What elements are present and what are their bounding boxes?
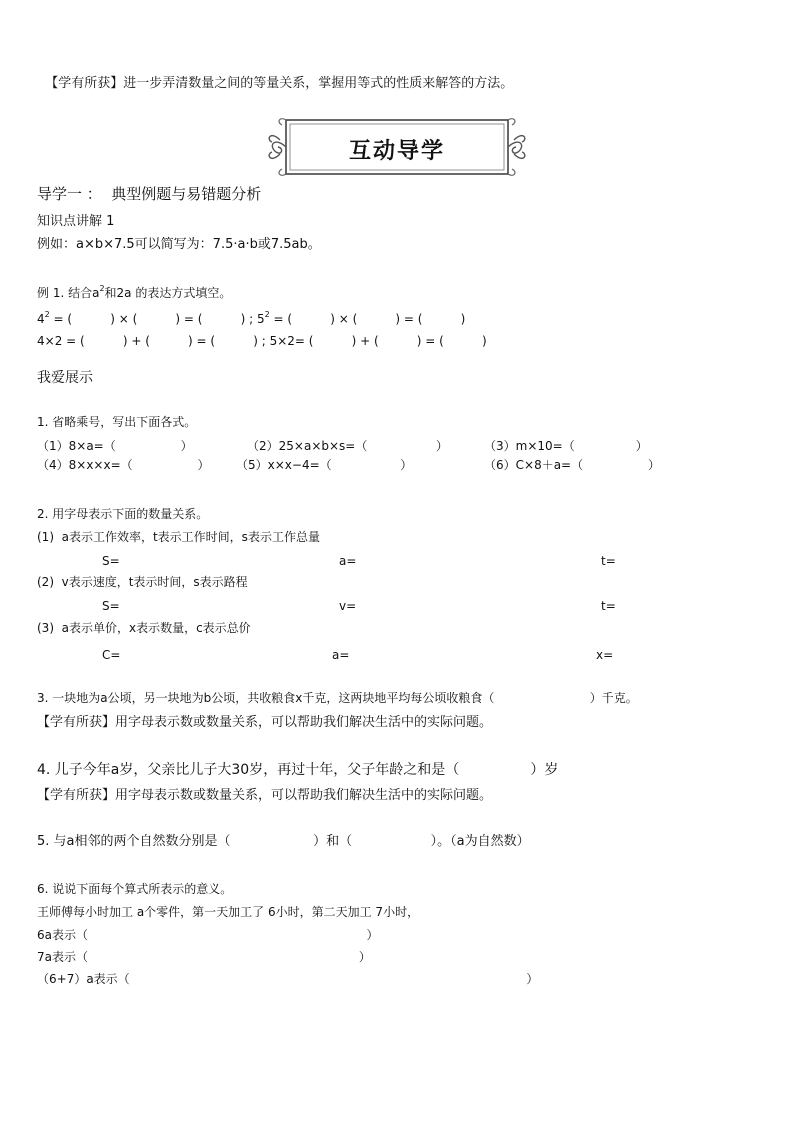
- q1-item-5: （5）x×x−4=（ ）: [236, 458, 413, 472]
- q2-part3-c: C=: [102, 648, 121, 662]
- row1-exp1: 2: [44, 310, 50, 319]
- q3-note-text: 用字母表示数或数量关系，可以帮助我们解决生活中的实际问题。: [115, 715, 493, 730]
- q2-part2: (2) v表示速度，t表示时间，s表示路程: [37, 575, 248, 589]
- q3-text: 3. 一块地为a公顷，另一块地为b公顷，共收粮食x千克，这两块地平均每公顷收粮食（ ）千克。: [37, 691, 638, 705]
- q4-note-text: 用字母表示数或数量关系，可以帮助我们解决生活中的实际问题。: [115, 788, 493, 803]
- q1-title: 1. 省略乘号，写出下面各式。: [37, 415, 197, 429]
- q2-part2-v: v=: [339, 599, 357, 613]
- section-banner: [266, 116, 528, 178]
- q2-part1-t: t=: [601, 554, 616, 568]
- q2-part3: (3) a表示单价，x表示数量，c表示总价: [37, 621, 251, 635]
- q2-part2-s: S=: [102, 599, 120, 613]
- row1-part1: = ( ) × ( ) = ( ) ; 5: [49, 312, 265, 326]
- intro-line: [37, 64, 513, 90]
- q6-title: 6. 说说下面每个算式所表示的意义。: [37, 882, 233, 896]
- banner-title: 互动导学: [348, 138, 445, 164]
- show-title: 我爱展示: [37, 370, 93, 386]
- q3-note: [37, 716, 492, 729]
- q1-item-1: （1）8×a=（ ）: [37, 439, 193, 453]
- q2-title: 2. 用字母表示下面的数量关系。: [37, 507, 209, 521]
- q1-item-3: （3）m×10=（ ）: [484, 439, 648, 453]
- row1-part2: = ( ) × ( ) = ( ): [269, 312, 466, 326]
- q2-part2-t: t=: [601, 599, 616, 613]
- intro-tag: 【学有所获】: [45, 76, 124, 91]
- example1-exponent: 2: [99, 284, 105, 293]
- q4-note: [37, 789, 492, 802]
- q6-desc: 王师傅每小时加工 a个零件，第一天加工了 6小时，第二天加工 7小时，: [37, 905, 420, 919]
- q6-line-1: 6a表示（ ）: [37, 928, 379, 942]
- example1-row2: 4×2 = ( ) + ( ) = ( ) ; 5×2= ( ) + ( ) = ( ): [37, 334, 487, 348]
- intro-text: 进一步弄清数量之间的等量关系，掌握用等式的性质来解答的方法。: [123, 76, 514, 91]
- q2-part1: (1) a表示工作效率，t表示工作时间，s表示工作总量: [37, 530, 320, 544]
- q2-part1-a: a=: [339, 554, 357, 568]
- q1-item-4: （4）8×x×x=（ ）: [37, 458, 210, 472]
- guide-title: 导学一 ： 典型例题与易错题分析: [37, 185, 262, 203]
- q6-line-2: 7a表示（ ）: [37, 950, 371, 964]
- knowledge-example: 例如：a×b×7.5可以简写为：7.5·a·b或7.5ab。: [37, 237, 321, 252]
- q4-text: 4. 儿子今年a岁，父亲比儿子大30岁，再过十年，父子年龄之和是（ ）岁: [37, 762, 559, 778]
- q5-text: 5. 与a相邻的两个自然数分别是（ ）和（ ）。（a为自然数）: [37, 834, 530, 849]
- q2-part1-s: S=: [102, 554, 120, 568]
- example1-suffix: 和2a 的表达方式填空。: [104, 286, 232, 300]
- q1-item-6: （6）C×8＋a=（ ）: [484, 458, 660, 472]
- row1-exp2: 2: [264, 310, 270, 319]
- q3-note-tag: 【学有所获】: [37, 715, 116, 730]
- example1-row1: [37, 310, 466, 326]
- knowledge-title: 知识点讲解 1: [37, 214, 115, 229]
- q2-part3-a: a=: [332, 648, 350, 662]
- example1-prompt: [37, 284, 232, 300]
- q1-item-2: （2）25×a×b×s=（ ）: [247, 439, 449, 453]
- q2-part3-x: x=: [596, 648, 614, 662]
- q4-note-tag: 【学有所获】: [37, 788, 116, 803]
- q6-line-3: （6+7）a表示（ ）: [37, 972, 539, 986]
- row1-base: 4: [37, 312, 45, 326]
- example1-prefix: 例 1. 结合a: [37, 286, 100, 300]
